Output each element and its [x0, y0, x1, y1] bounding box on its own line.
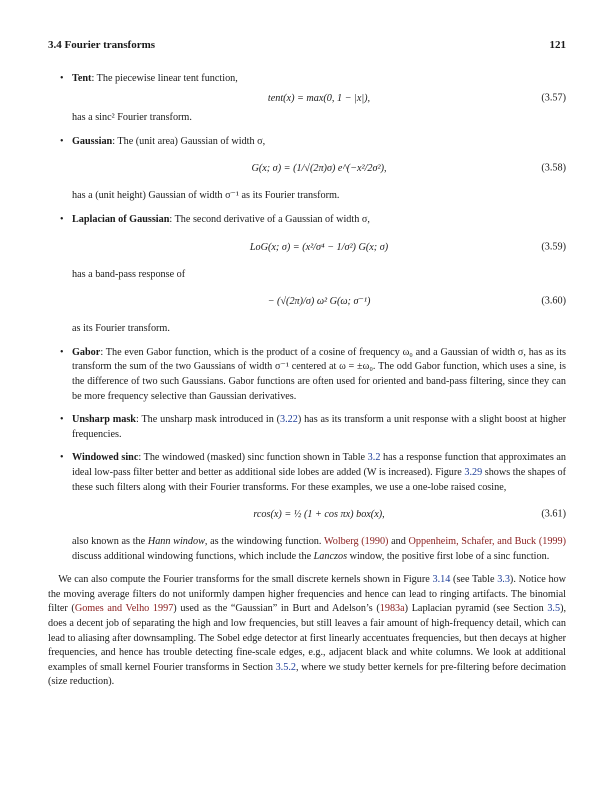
equation-3-59	[72, 233, 566, 263]
text-run: ). Notice how the moving average filters do not uniformly dampen higher frequencies and hence can lead to ringing artifacts. The binomial filter (	[48, 574, 566, 615]
bullet-icon: •	[60, 346, 64, 358]
section-ref-link[interactable]: 3.5.2	[275, 661, 296, 673]
equation-number: (3.61)	[541, 508, 566, 520]
text-run: and	[388, 536, 409, 548]
bullet-icon: •	[60, 414, 64, 426]
item-label: Gabor	[72, 346, 101, 358]
equation-number: (3.57)	[541, 92, 566, 104]
item-body: : The unsharp mask introduced in (	[135, 414, 281, 426]
item-followup: has a (unit height) Gaussian of width σ⁻¹ as its Fourier transform.	[72, 190, 340, 202]
item-followup: has a sinc² Fourier transform.	[72, 112, 192, 124]
list-item-tent	[48, 72, 566, 126]
hann-window-term: Hann window	[147, 536, 205, 548]
item-label: Gaussian	[72, 135, 113, 147]
figure-ref-link[interactable]: 3.29	[464, 466, 483, 478]
item-body-cont2: shows the shapes of these such filters along with their Fourier transforms. For these examples, we use a one-lobe raised cosine,	[72, 466, 566, 493]
body-text	[48, 72, 566, 690]
bullet-icon: •	[60, 73, 64, 84]
equation-number: (3.59)	[541, 241, 566, 253]
running-header	[48, 39, 566, 55]
citation-link-burt[interactable]: 1983a	[379, 603, 405, 615]
item-intro: : The (unit area) Gaussian of width σ,	[112, 135, 266, 147]
bullet-icon: •	[60, 213, 64, 225]
text-run: ), does a decent job of separating the high and low frequencies, but still leaves a fair amount of high-frequency detail, which can lead to aliasing after downsampling. The Sobel edge detector at first linearly accentuates frequencies, but then decays at higher frequencies, and hence has trouble detecting fine-scale edges, e.g., adjacent black and white columns. We look at additional examples of small kernel Fourier transforms in Section	[48, 603, 567, 673]
item-body-cont: ) has as its transform a unit response with a slight boost at higher frequencies.	[72, 414, 566, 440]
text-run: ) Laplacian pyramid (see Section	[404, 603, 548, 615]
section-title: 3.4 Fourier transforms	[48, 39, 156, 51]
item-label: Windowed sinc	[72, 452, 139, 464]
list-item-gaussian	[48, 135, 566, 204]
text-run: , where we study better kernels for pre-filtering before decimation (size reduction).	[48, 661, 566, 688]
text-run: , as the windowing function.	[204, 536, 324, 548]
figure-ref-link[interactable]: 3.14	[432, 574, 451, 586]
bullet-icon: •	[60, 135, 64, 147]
item-text	[72, 213, 566, 228]
list-item-windowed-sinc	[48, 451, 566, 564]
item-intro: : The second derivative of a Gaussian of width σ,	[169, 213, 370, 225]
item-label: Laplacian of Gaussian	[72, 213, 170, 225]
text-run: We can also compute the Fourier transforms for the small discrete kernels shown in Figure	[58, 574, 433, 586]
citation-link-wolberg[interactable]: Wolberg (1990)	[323, 536, 389, 548]
item-text	[72, 413, 566, 442]
text-run: (see Table	[450, 574, 498, 586]
equation-body: G(x; σ) = (1/√(2π)σ) e^(−x²/2σ²),	[251, 163, 387, 175]
text-run: window, the positive first lobe of a sinc function.	[347, 550, 550, 562]
text-run: also known as the	[72, 536, 148, 548]
item-text	[72, 451, 566, 495]
filter-list	[48, 72, 566, 564]
item-followup	[72, 535, 566, 564]
equation-body: − (√(2π)/σ) ω² G(ω; σ⁻¹)	[267, 296, 371, 308]
item-text	[72, 135, 566, 150]
bullet-icon: •	[60, 452, 64, 464]
table-ref-link[interactable]: 3.2	[367, 452, 381, 464]
item-text	[72, 72, 566, 87]
table-ref-link[interactable]: 3.3	[497, 574, 510, 586]
equation-3-57	[72, 92, 566, 107]
item-followup: has a band-pass response of	[72, 268, 186, 280]
text-run: ) used as the “Gaussian” in Burt and Adelson’s (	[173, 603, 380, 615]
item-text	[72, 346, 566, 404]
item-body: : The windowed (masked) sinc function shown in Table	[138, 452, 368, 464]
equation-ref-link[interactable]: 3.22	[280, 414, 298, 426]
page-number: 121	[549, 39, 566, 51]
equation-body: rcos(x) = ½ (1 + cos πx) box(x),	[253, 509, 385, 521]
equation-body: LoG(x; σ) = (x²/σ⁴ − 1/σ²) G(x; σ)	[249, 241, 389, 253]
equation-number: (3.58)	[541, 163, 566, 175]
equation-number: (3.60)	[541, 295, 566, 307]
item-closing: as its Fourier transform.	[72, 323, 170, 335]
item-body-cont: has a response function that approximates an ideal low-pass filter better and better as additional side lobes are added (W is increased). Figure	[72, 452, 566, 478]
closing-paragraph	[48, 573, 566, 690]
list-item-log	[48, 213, 566, 337]
equation-3-58	[72, 154, 566, 184]
lanczos-term: Lanczos	[313, 550, 348, 562]
item-label: Tent	[72, 73, 92, 84]
citation-link-gomes[interactable]: Gomes and Velho 1997	[74, 603, 174, 615]
citation-link-oppenheim[interactable]: Oppenheim, Schafer, and Buck (1999)	[408, 536, 566, 548]
list-item-unsharp-mask	[48, 413, 566, 442]
text-run: discuss additional windowing functions, which include the	[72, 550, 314, 562]
item-intro: : The piecewise linear tent function,	[91, 73, 238, 84]
item-body: : The even Gabor function, which is the product of a cosine of frequency ω₀ and a Gaussian of width σ, has as its transform the sum of the two Gaussians of width σ⁻¹ centered at ω = ±ω₀. The odd Gabor function, which uses a sine, is the difference of two such Gaussians. Gabor functions are often used for oriented and band-pass filtering, since they can be more frequency selective than Gaussian derivatives.	[72, 346, 566, 402]
equation-3-60	[72, 287, 566, 317]
equation-body: tent(x) = max(0, 1 − |x|),	[267, 92, 371, 104]
section-ref-link[interactable]: 3.5	[547, 603, 561, 615]
equation-3-61	[72, 500, 566, 530]
item-label: Unsharp mask	[72, 414, 136, 426]
list-item-gabor	[48, 346, 566, 404]
